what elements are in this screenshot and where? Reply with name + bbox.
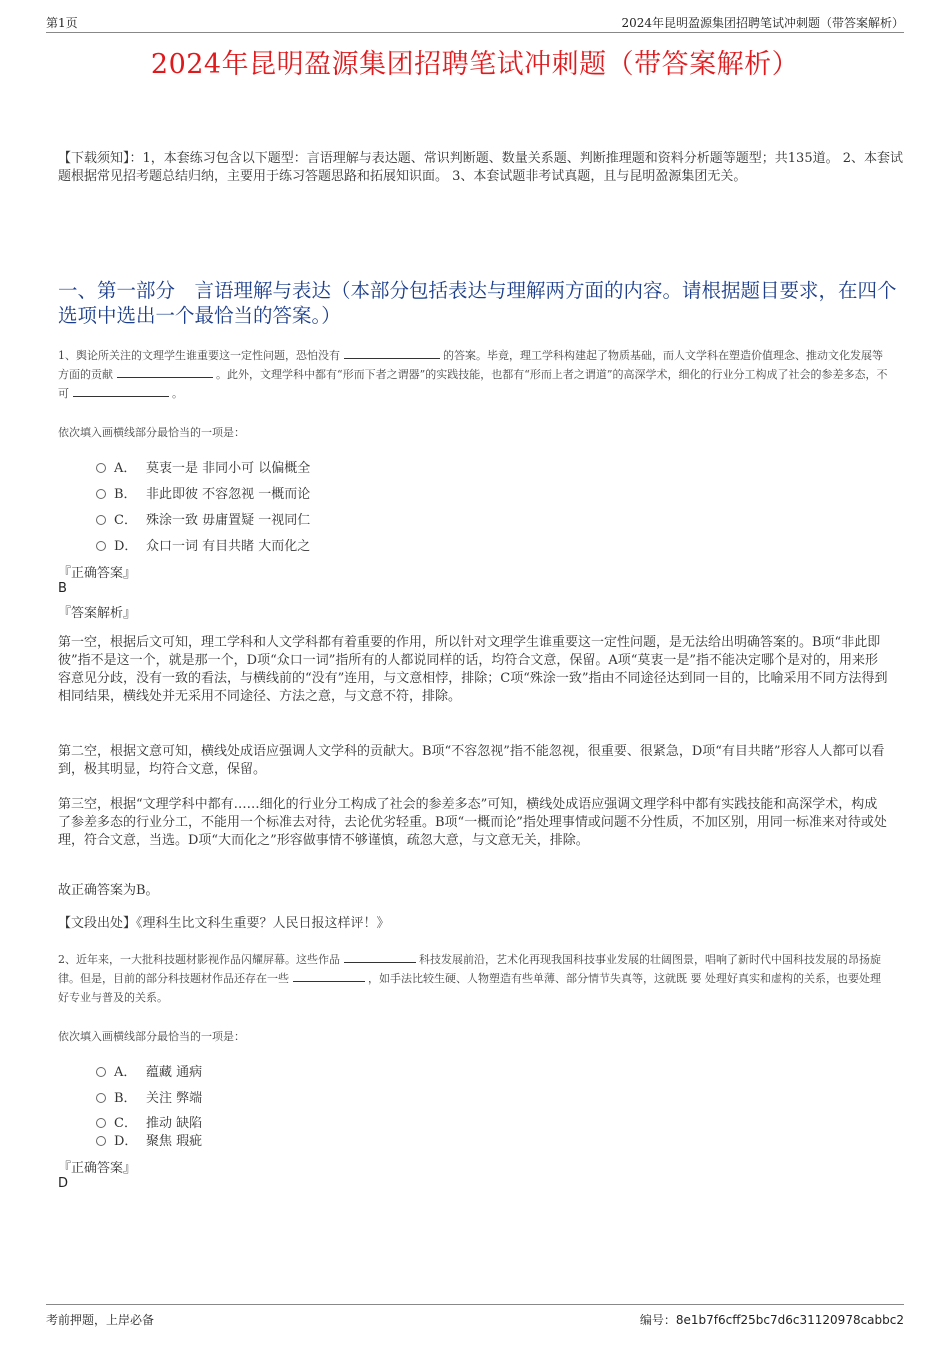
page-header	[46, 10, 904, 33]
fill-blank	[293, 969, 365, 982]
fill-blank	[73, 384, 169, 397]
q1-answer: B	[58, 581, 67, 596]
fill-blank	[344, 346, 440, 359]
page-number: 第1页	[46, 16, 78, 30]
radio-icon[interactable]	[96, 1118, 106, 1128]
q2-option-d[interactable]: D． 聚焦 瑕疵	[96, 1130, 202, 1149]
page-title: 2024年昆明盈源集团招聘笔试冲刺题（带答案解析）	[150, 49, 800, 80]
q2-answer-label: 『正确答案』	[58, 1161, 137, 1176]
q1-option-d[interactable]: D． 众口一词 有目共睹 大而化之	[96, 535, 310, 554]
q1-text-3: 。此外，文理学科中都有“形而下者之谓器”的实践技能，也都有“形而上者之谓道”的高深学术，细化的行业分工构成了社会的参差多态，不可	[58, 368, 888, 400]
radio-icon[interactable]	[96, 463, 106, 473]
q2-answer: D	[58, 1176, 69, 1191]
radio-icon[interactable]	[96, 1067, 106, 1077]
q2-option-a[interactable]: A． 蕴藏 通病	[96, 1061, 202, 1080]
q1-text-2: 的答案。毕竟，理工学科构建起了物质基础，而人文学科在塑造价值理念、推动文化发展等方面的贡献	[58, 349, 883, 381]
q1-text-4: 。	[172, 387, 183, 400]
q1-option-b[interactable]: B． 非此即彼 不容忽视 一概而论	[96, 483, 310, 502]
q2-prompt: 依次填入画横线部分最恰当的一项是：	[58, 1030, 245, 1043]
footer-code: 编号：8e1b7f6cff25bc7d6c31120978cabbc2	[639, 1313, 904, 1327]
fill-blank	[117, 365, 213, 378]
radio-icon[interactable]	[96, 489, 106, 499]
q1-analysis-label: 『答案解析』	[58, 606, 137, 621]
page-footer	[46, 1304, 904, 1327]
q2-text-2: 科技发展前沿，艺术化再现我国科技事业发展的壮阔图景，唱响了新时代中国科技发展的昂扬旋律。但是，目前的部分科技题材作品还存在一些	[58, 953, 881, 985]
q1-analysis-para-1: 第一空，根据后文可知，理工学科和人文学科都有着重要的作用，所以针对文理学生谁重要这一定性问题，是无法给出明确答案的。B项“非此即彼”指不是这一个，就是那一个，D项“众口一词”指所有的人都说同样的话，均符合文意，保留。A项“莫衷一是”指不能决定哪个是对的，用来形容意见分歧，没有一致的看法，与横线前的“没有”连用，与文意相悖，排除；C项“殊涂一致”指由不同途径达到同一目的，比喻采用不同方法得到相同结果，横线处并无采用不同途径、方法之意，与文意不符，排除。	[58, 635, 888, 704]
radio-icon[interactable]	[96, 1093, 106, 1103]
q1-text-1: 1、舆论所关注的文理学生谁重要这一定性问题，恐怕没有	[58, 349, 340, 362]
radio-icon[interactable]	[96, 541, 106, 551]
header-doc-title: 2024年昆明盈源集团招聘笔试冲刺题（带答案解析）	[621, 16, 904, 30]
q1-source: 【文段出处】《理科生比文科生重要？人民日报这样评！》	[58, 916, 390, 931]
q2-text-3: ，如手法比较生硬、人物塑造有些单薄、部分情节失真等，这就既 要 处理好真实和虚构的关系，也要处理好专业与普及的关系。	[58, 972, 881, 1004]
q1-analysis-para-4: 故正确答案为B。	[58, 883, 159, 898]
q2-option-b[interactable]: B． 关注 弊端	[96, 1087, 202, 1106]
radio-icon[interactable]	[96, 515, 106, 525]
q1-analysis-para-3: 第三空，根据“文理学科中都有……细化的行业分工构成了社会的参差多态”可知，横线处成语应强调文理学科中都有实践技能和高深学术，构成了参差多态的行业分工，不能用一个标准去对待，去论优劣轻重。B项“一概而论”指处理事情或问题不分性质，不加区别，用同一标准来对待或处理，符合文意，当选。D项“大而化之”形容做事情不够谨慎，疏忽大意，与文意无关，排除。	[58, 797, 887, 848]
q2-text-1: 2、近年来，一大批科技题材影视作品闪耀屏幕。这些作品	[58, 953, 340, 966]
fill-blank	[344, 950, 416, 963]
question-1-stem	[58, 346, 890, 403]
section-heading: 一、第一部分 言语理解与表达（本部分包括表达与理解两方面的内容。请根据题目要求，在四个选项中选出一个最恰当的答案。）	[58, 279, 897, 327]
radio-icon[interactable]	[96, 1136, 106, 1146]
download-notice: 【下载须知】：1，本套练习包含以下题型：言语理解与表达题、常识判断题、数量关系题、判断推理题和资料分析题等题型；共135道。 2、本套试题根据常见招考题总结归纳，主要用于练习答题思路和拓展知识面。 3、本套试题非考试真题，且与昆明盈源集团无关。	[58, 151, 903, 184]
q1-prompt: 依次填入画横线部分最恰当的一项是：	[58, 426, 245, 439]
q2-option-c[interactable]: C． 推动 缺陷	[96, 1112, 202, 1131]
footer-slogan: 考前押题，上岸必备	[46, 1313, 155, 1327]
q1-answer-label: 『正确答案』	[58, 566, 137, 581]
q1-option-a[interactable]: A． 莫衷一是 非同小可 以偏概全	[96, 457, 310, 476]
q1-analysis-para-2: 第二空，根据文意可知，横线处成语应强调人文学科的贡献大。B项“不容忽视”指不能忽视，很重要、很紧急，D项“有目共睹”形容人人都可以看到，极其明显，均符合文意，保留。	[58, 744, 885, 777]
question-2-stem	[58, 950, 890, 1007]
q1-option-c[interactable]: C． 殊涂一致 毋庸置疑 一视同仁	[96, 509, 310, 528]
